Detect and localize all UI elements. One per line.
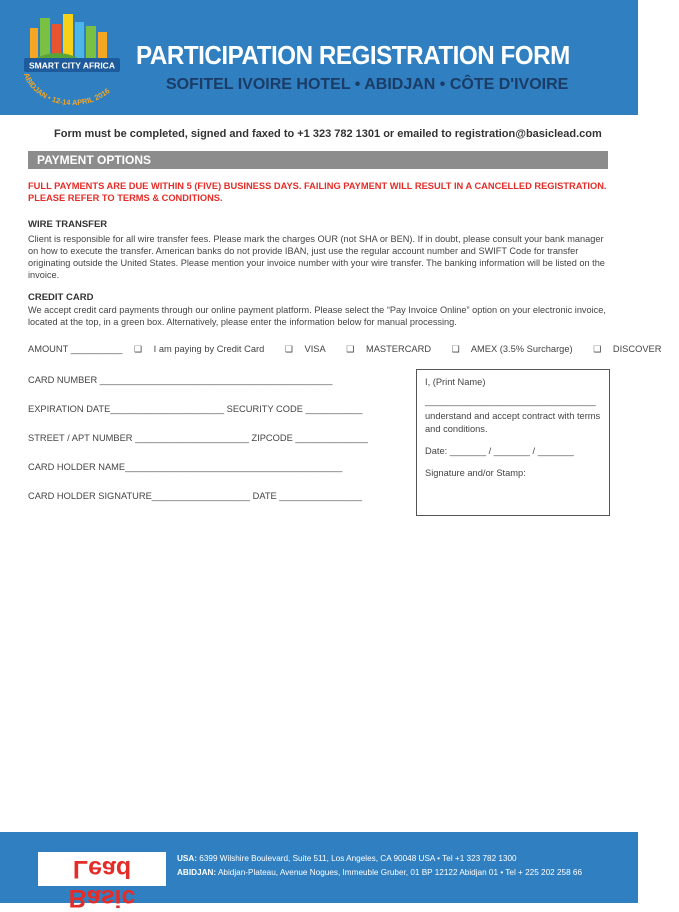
abidjan-address: ABIDJAN: Abidjan-Plateau, Avenue Nogues, Immeuble Gruber, 01 BP 12122 Abidjan 01 • Tel + 225 202 258 66 bbox=[177, 868, 583, 877]
checkbox-icon[interactable]: ❑ bbox=[346, 344, 355, 354]
card-number-field[interactable]: CARD NUMBER _____________________________________________ bbox=[28, 375, 333, 385]
smart-city-africa-logo bbox=[18, 8, 128, 112]
basic-lead-logo-text: Basic Lead bbox=[68, 855, 136, 912]
section-title: PAYMENT OPTIONS bbox=[37, 153, 152, 167]
logo-text: SMART CITY AFRICA bbox=[29, 60, 115, 71]
option-amex[interactable]: ❑ AMEX (3.5% Surcharge) bbox=[451, 344, 573, 354]
agreement-box bbox=[416, 369, 610, 516]
footer-banner bbox=[0, 832, 638, 912]
payment-method-row bbox=[28, 344, 662, 355]
option-discover[interactable]: ❑ DISCOVER bbox=[593, 344, 662, 354]
checkbox-icon[interactable]: ❑ bbox=[134, 344, 143, 354]
page-subtitle: SOFITEL IVOIRE HOTEL • ABIDJAN • CÔTE D'IVOIRE bbox=[166, 76, 569, 93]
wire-transfer-heading: WIRE TRANSFER bbox=[28, 219, 108, 230]
agreement-date-field[interactable]: Date: _______ / _______ / _______ bbox=[425, 446, 574, 456]
checkbox-icon[interactable]: ❑ bbox=[451, 344, 460, 354]
card-holder-signature-field[interactable]: CARD HOLDER SIGNATURE___________________ DATE ________________ bbox=[28, 491, 363, 501]
option-mastercard[interactable]: ❑ MASTERCARD bbox=[346, 344, 432, 354]
expiration-security-field[interactable]: EXPIRATION DATE______________________ SECURITY CODE ___________ bbox=[28, 404, 363, 414]
checkbox-icon[interactable]: ❑ bbox=[593, 344, 602, 354]
amount-field[interactable]: AMOUNT __________ bbox=[28, 344, 123, 354]
section-header-payment bbox=[28, 151, 608, 169]
svg-text:ABIDJAN • 12-14 APRIL 2016 bbox=[22, 72, 111, 108]
option-credit-card[interactable]: ❑ I am paying by Credit Card bbox=[134, 344, 265, 354]
logo-arc-text: ABIDJAN • 12-14 APRIL 2016 bbox=[22, 71, 112, 108]
option-visa[interactable]: ❑ VISA bbox=[284, 344, 326, 354]
page-title: PARTICIPATION REGISTRATION FORM bbox=[136, 40, 570, 70]
usa-address: USA: 6399 Wilshire Boulevard, Suite 511, Los Angeles, CA 90048 USA • Tel +1 323 782 1300 bbox=[177, 854, 517, 863]
signature-stamp-label: Signature and/or Stamp: bbox=[425, 468, 526, 478]
checkbox-icon[interactable]: ❑ bbox=[284, 344, 293, 354]
basic-lead-logo bbox=[38, 852, 166, 912]
street-zipcode-field[interactable]: STREET / APT NUMBER ______________________ ZIPCODE ______________ bbox=[28, 433, 368, 443]
wire-transfer-text: Client is responsible for all wire transfer fees. Please mark the charges OUR (not SHA or BEN). If in doubt, please consult your bank manager on how to execute the transfer. American banks do not provide IBAN, just use the regular account number and SWIFT Code for transfer originating outside the United States. Please mention your invoice number with your wire transfer. The banking information will be listed on the invoice. bbox=[28, 234, 605, 280]
header-banner bbox=[0, 0, 638, 115]
credit-card-heading: CREDIT CARD bbox=[28, 292, 94, 303]
print-name-label: I, (Print Name) bbox=[425, 377, 486, 387]
payment-warning: FULL PAYMENTS ARE DUE WITHIN 5 (FIVE) BUSINESS DAYS. FAILING PAYMENT WILL RESULT IN A CANCELLED REGISTRATION. PLEASE REFER TO TERMS & CONDITIONS. bbox=[28, 181, 607, 203]
card-holder-name-field[interactable]: CARD HOLDER NAME__________________________________________ bbox=[28, 462, 343, 472]
accept-terms-text: understand and accept contract with terms and conditions. bbox=[425, 411, 601, 434]
credit-card-text: We accept credit card payments through our online payment platform. Please select the “Pay Invoice Online” option on your electronic invoice, located at the top, in a green box. Alternatively, please enter the information below for manual processing. bbox=[28, 305, 606, 327]
submission-instruction: Form must be completed, signed and faxed to +1 323 782 1301 or emailed to registration@basiclead.com bbox=[54, 128, 602, 140]
print-name-line[interactable]: _________________________________ bbox=[425, 396, 596, 406]
